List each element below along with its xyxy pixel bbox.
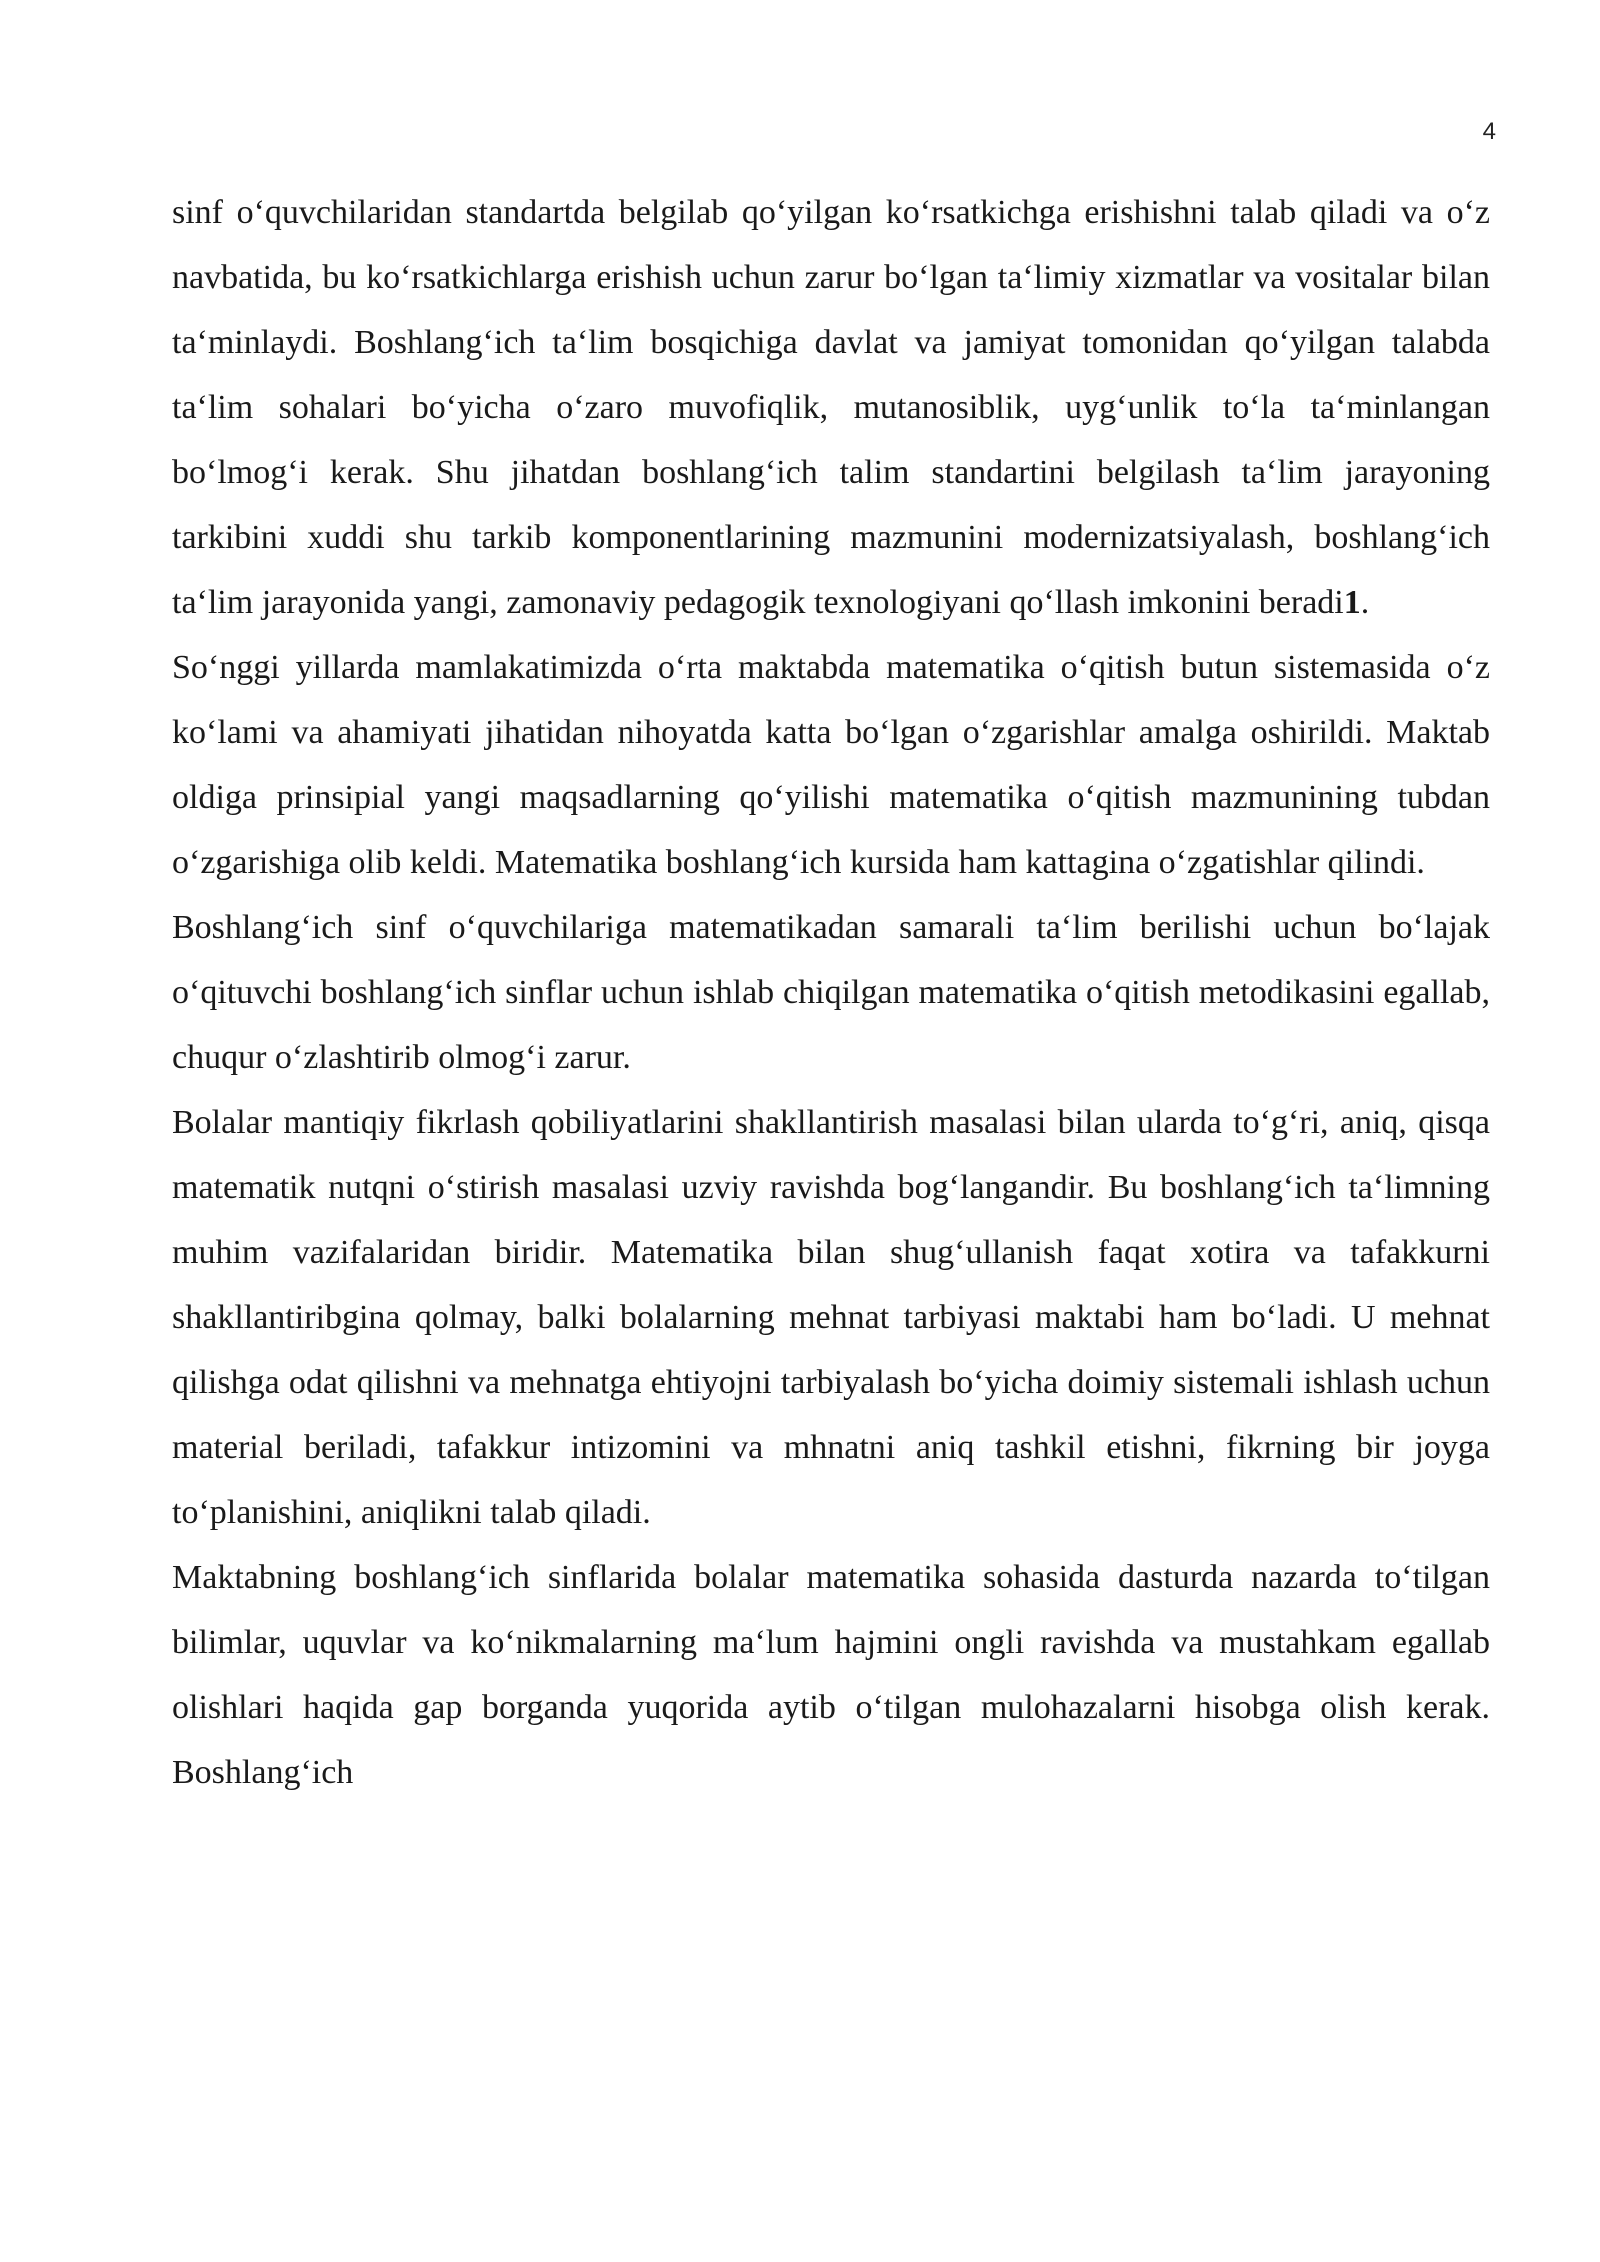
paragraph-5: Maktabning boshlang‘ich sinflarida bolalar matematika sohasida dasturda nazarda to‘tilgan bilimlar, uquvlar va ko‘nikmalarning ma‘lum hajmini ongli ravishda va mustahkam egallab olishlari haqida gap borganda yuqorida aytib o‘tilgan mulohazalarni hisobga olish kerak. Boshlang‘ich xyxy=(172,1559,1490,1791)
page-number: 4 xyxy=(1482,118,1496,145)
paragraph-3: Boshlang‘ich sinf o‘quvchilariga matematikadan samarali ta‘lim berilishi uchun bo‘lajak o‘qituvchi boshlang‘ich sinflar uchun ishlab chiqilgan matematika o‘qitish metodikasini egallab, chuqur o‘zlashtirib olmog‘i zarur. xyxy=(172,909,1490,1076)
document-body xyxy=(172,180,1490,1805)
paragraph-text: sinf o‘quvchilaridan standartda belgilab qo‘yilgan ko‘rsatkichga erishishni talab qiladi va o‘z navbatida, bu ko‘rsatkichlarga erishish uchun zarur bo‘lgan ta‘limiy xizmatlar va vositalar bilan ta‘minlaydi. Boshlang‘ich ta‘lim bosqichiga davlat va jamiyat tomonidan qo‘yilgan talabda ta‘lim sohalari bo‘yicha o‘zaro muvofiqlik, mutanosiblik, uyg‘unlik to‘la ta‘minlangan bo‘lmog‘i kerak. Shu jihatdan boshlang‘ich talim standartini belgilash ta‘lim jarayoning tarkibini xuddi shu tarkib komponentlarining mazmunini modernizatsiyalash, boshlang‘ich ta‘lim jarayonida yangi, zamonaviy pedagogik texnologiyani qo‘llash imkonini beradi xyxy=(172,194,1490,621)
paragraph-4: Bolalar mantiqiy fikrlash qobiliyatlarini shakllantirish masalasi bilan ularda to‘g‘ri, aniq, qisqa matematik nutqni o‘stirish masalasi uzviy ravishda bog‘langandir. Bu boshlang‘ich ta‘limning muhim vazifalaridan biridir. Matematika bilan shug‘ullanish faqat xotira va tafakkurni shakllantiribgina qolmay, balki bolalarning mehnat tarbiyasi maktabi ham bo‘ladi. U mehnat qilishga odat qilishni va mehnatga ehtiyojni tarbiyalash bo‘yicha doimiy sistemali ishlash uchun material beriladi, tafakkur intizomini va mhnatni aniq tashkil etishni, fikrning bir joyga to‘planishini, aniqlikni talab qiladi. xyxy=(172,1104,1490,1531)
paragraph-2: So‘nggi yillarda mamlakatimizda o‘rta maktabda matematika o‘qitish butun sistemasida o‘z ko‘lami va ahamiyati jihatidan nihoyatda katta bo‘lgan o‘zgarishlar amalga oshirildi. Maktab oldiga prinsipial yangi maqsadlarning qo‘yilishi matematika o‘qitish mazmunining tubdan o‘zgarishiga olib keldi. Matematika boshlang‘ich kursida ham kattagina o‘zgatishlar qilindi. xyxy=(172,649,1490,881)
paragraph-1 xyxy=(172,180,1490,635)
footnote-reference: 1 xyxy=(1343,584,1361,621)
paragraph-end: . xyxy=(1360,584,1370,621)
